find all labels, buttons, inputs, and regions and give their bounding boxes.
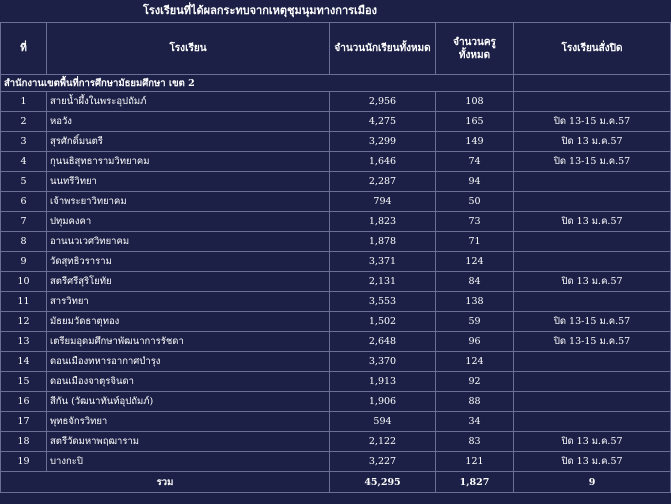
row-students: 2,287	[330, 172, 436, 192]
row-no: 10	[1, 272, 47, 292]
row-students: 2,648	[330, 332, 436, 352]
total-label: รวม	[1, 472, 330, 493]
table-row	[1, 92, 671, 112]
row-no: 9	[1, 252, 47, 272]
table-row	[1, 232, 671, 252]
row-closed: ปิด 13 ม.ค.57	[514, 212, 671, 232]
row-no: 12	[1, 312, 47, 332]
row-teachers: 83	[436, 432, 514, 452]
row-teachers: 108	[436, 92, 514, 112]
row-students: 1,823	[330, 212, 436, 232]
row-teachers: 50	[436, 192, 514, 212]
row-school: นนทรีวิทยา	[47, 172, 330, 192]
row-school: อานนวเวศวิทยาคม	[47, 232, 330, 252]
row-teachers: 92	[436, 372, 514, 392]
row-no: 1	[1, 92, 47, 112]
total-row	[1, 472, 671, 493]
table-row	[1, 192, 671, 212]
header-no: ที่	[1, 23, 47, 75]
section-label: สำนักงานเขตพื้นที่การศึกษามัธยมศึกษา เขต 2	[1, 75, 514, 92]
table-row	[1, 112, 671, 132]
table-row	[1, 132, 671, 152]
row-school: มัธยมวัดธาตุทอง	[47, 312, 330, 332]
table-row	[1, 292, 671, 312]
row-no: 7	[1, 212, 47, 232]
row-teachers: 34	[436, 412, 514, 432]
row-no: 13	[1, 332, 47, 352]
table-row	[1, 332, 671, 352]
table-row	[1, 412, 671, 432]
row-teachers: 88	[436, 392, 514, 412]
row-no: 19	[1, 452, 47, 472]
table-row	[1, 172, 671, 192]
row-school: พุทธจักรวิทยา	[47, 412, 330, 432]
row-students: 3,299	[330, 132, 436, 152]
row-students: 3,371	[330, 252, 436, 272]
row-students: 4,275	[330, 112, 436, 132]
row-school: สารวิทยา	[47, 292, 330, 312]
row-no: 2	[1, 112, 47, 132]
row-students: 2,122	[330, 432, 436, 452]
row-closed	[514, 372, 671, 392]
row-no: 16	[1, 392, 47, 412]
row-no: 3	[1, 132, 47, 152]
row-students: 2,956	[330, 92, 436, 112]
row-students: 1,913	[330, 372, 436, 392]
row-no: 15	[1, 372, 47, 392]
row-school: สีกัน (วัฒนาทันท์อุปถัมภ์)	[47, 392, 330, 412]
row-teachers: 94	[436, 172, 514, 192]
row-students: 1,502	[330, 312, 436, 332]
table-row	[1, 152, 671, 172]
row-teachers: 73	[436, 212, 514, 232]
row-no: 17	[1, 412, 47, 432]
table-row	[1, 212, 671, 232]
row-teachers: 124	[436, 252, 514, 272]
table-row	[1, 312, 671, 332]
row-closed	[514, 232, 671, 252]
row-school: หอวัง	[47, 112, 330, 132]
row-teachers: 71	[436, 232, 514, 252]
header-row	[1, 23, 671, 75]
row-students: 1,878	[330, 232, 436, 252]
table-row	[1, 392, 671, 412]
row-closed	[514, 412, 671, 432]
row-students: 3,370	[330, 352, 436, 372]
row-teachers: 124	[436, 352, 514, 372]
total-closed: 9	[514, 472, 671, 493]
row-closed	[514, 172, 671, 192]
row-teachers: 138	[436, 292, 514, 312]
row-teachers: 59	[436, 312, 514, 332]
table-row	[1, 432, 671, 452]
row-closed: ปิด 13-15 ม.ค.57	[514, 312, 671, 332]
row-students: 1,906	[330, 392, 436, 412]
header-teachers: จำนวนครูทั้งหมด	[436, 23, 514, 75]
row-school: ปทุมคงคา	[47, 212, 330, 232]
row-closed: ปิด 13 ม.ค.57	[514, 272, 671, 292]
row-closed: ปิด 13 ม.ค.57	[514, 432, 671, 452]
schools-table	[0, 22, 671, 493]
total-teachers: 1,827	[436, 472, 514, 493]
row-school: สุรศักดิ์มนตรี	[47, 132, 330, 152]
row-teachers: 96	[436, 332, 514, 352]
row-students: 794	[330, 192, 436, 212]
row-school: ดอนเมืองจาตุรจินดา	[47, 372, 330, 392]
table-row	[1, 252, 671, 272]
row-school: สตรีวัดมหาพฤฒาราม	[47, 432, 330, 452]
row-school: สตรีศรีสุริโยทัย	[47, 272, 330, 292]
row-teachers: 74	[436, 152, 514, 172]
header-students: จำนวนนักเรียนทั้งหมด	[330, 23, 436, 75]
row-teachers: 149	[436, 132, 514, 152]
row-school: กุนนธิสุทธารามวิทยาคม	[47, 152, 330, 172]
row-teachers: 84	[436, 272, 514, 292]
header-school: โรงเรียน	[47, 23, 330, 75]
row-no: 6	[1, 192, 47, 212]
row-students: 1,646	[330, 152, 436, 172]
row-closed: ปิด 13 ม.ค.57	[514, 452, 671, 472]
row-closed	[514, 292, 671, 312]
table-row	[1, 372, 671, 392]
row-no: 11	[1, 292, 47, 312]
row-students: 3,553	[330, 292, 436, 312]
section-empty-cell	[514, 75, 671, 92]
row-school: เจ้าพระยาวิทยาคม	[47, 192, 330, 212]
table-row	[1, 352, 671, 372]
row-closed	[514, 352, 671, 372]
table-row	[1, 272, 671, 292]
row-closed	[514, 252, 671, 272]
section-row	[1, 75, 671, 92]
row-no: 18	[1, 432, 47, 452]
row-no: 4	[1, 152, 47, 172]
row-closed: ปิด 13-15 ม.ค.57	[514, 152, 671, 172]
row-no: 5	[1, 172, 47, 192]
row-closed: ปิด 13-15 ม.ค.57	[514, 332, 671, 352]
header-closed: โรงเรียนสั่งปิด	[514, 23, 671, 75]
row-teachers: 121	[436, 452, 514, 472]
row-school: เตรียมอุดมศึกษาพัฒนาการรัชดา	[47, 332, 330, 352]
row-school: วัดสุทธิวราราม	[47, 252, 330, 272]
row-closed	[514, 192, 671, 212]
row-school: ดอนเมืองทหารอากาศบำรุง	[47, 352, 330, 372]
row-school: สายน้ำผึ้งในพระอุปถัมภ์	[47, 92, 330, 112]
table-row	[1, 452, 671, 472]
row-no: 14	[1, 352, 47, 372]
row-students: 594	[330, 412, 436, 432]
row-closed: ปิด 13 ม.ค.57	[514, 132, 671, 152]
row-no: 8	[1, 232, 47, 252]
row-closed: ปิด 13-15 ม.ค.57	[514, 112, 671, 132]
total-students: 45,295	[330, 472, 436, 493]
row-closed	[514, 392, 671, 412]
page-title: โรงเรียนที่ได้ผลกระทบจากเหตุชุมนุมทางการเมือง	[142, 4, 378, 17]
row-students: 3,227	[330, 452, 436, 472]
row-school: บางกะปิ	[47, 452, 330, 472]
row-teachers: 165	[436, 112, 514, 132]
row-closed	[514, 92, 671, 112]
row-students: 2,131	[330, 272, 436, 292]
